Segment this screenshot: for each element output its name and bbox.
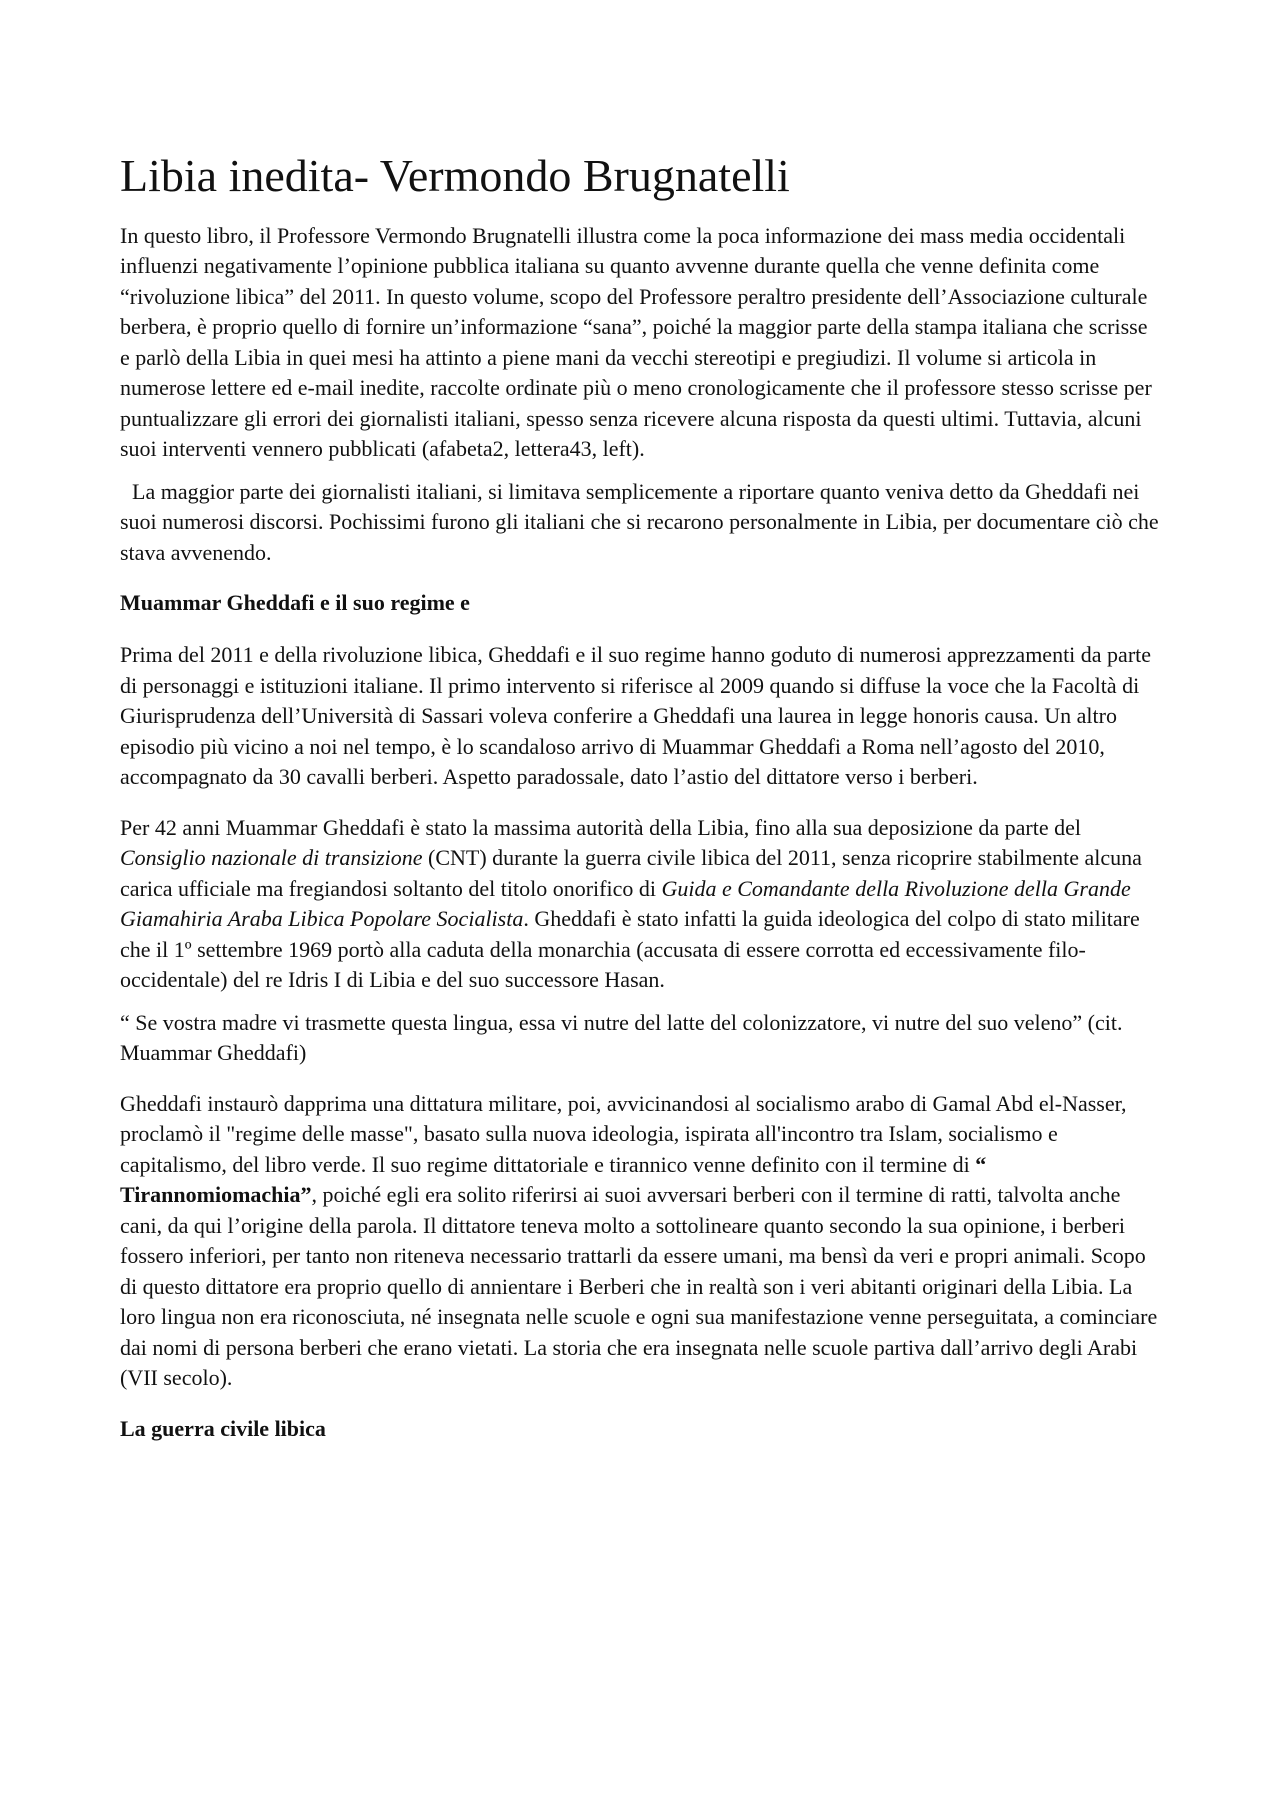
text-segment: (CNT) durante la guerra civile libica del 2011, senza ricoprire stabilmente alcuna carica ufficiale ma fregiandosi soltanto del titolo onorifico di bbox=[120, 845, 1142, 901]
text-segment: . Gheddafi è stato infatti la guida ideologica del colpo di stato militare che il 1º settembre 1969 portò alla caduta della monarchia (accusata di essere corrotta ed eccessivamente filo-occidentale) del re Idris I di Libia e del suo successore Hasan. bbox=[120, 906, 1140, 993]
paragraph-intro: In questo libro, il Professore Vermondo Brugnatelli illustra come la poca informazione dei mass media occidentali influenzi negativamente l’opinione pubblica italiana su quanto avvenne durante quella che venne definita come “rivoluzione libica” del 2011. In questo volume, scopo del Professore peraltro presidente dell’Associazione culturale berbera, è proprio quello di fornire un’informazione “sana”, poiché la maggior parte della stampa italiana che scrisse e parlò della Libia in quei mesi ha attinto a piene mani da vecchi stereotipi e pregiudizi. Il volume si articola in numerose lettere ed e-mail inedite, raccolte ordinate più o meno cronologicamente che il professore stesso scrisse per puntualizzare gli errori dei giornalisti italiani, spesso senza ricevere alcuna risposta da questi ultimi. Tuttavia, alcuni suoi interventi vennero pubblicati (afabeta2, lettera43, left). bbox=[120, 222, 1152, 462]
paragraph-before-2011: Prima del 2011 e della rivoluzione libica, Gheddafi e il suo regime hanno goduto di numerosi apprezzamenti da parte di personaggi e istituzioni italiane. Il primo intervento si riferisce al 2009 quando si diffuse la voce che la Facoltà di Giurisprudenza dell’Università di Sassari voleva conferire a Gheddafi una laurea in legge honoris causa. Un altro episodio più vicino a noi nel tempo, è lo scandaloso arrivo di Muammar Gheddafi a Roma nell’agosto del 2010, accompagnato da 30 cavalli berberi. Aspetto paradossale, dato l’astio del dittatore verso i berberi. bbox=[120, 642, 1152, 790]
italic-title: Guida e Comandante della Rivoluzione della Grande Giamahiria Araba Libica Popolare Socialista bbox=[120, 875, 1131, 932]
quote-gheddafi: “ Se vostra madre vi trasmette questa lingua, essa vi nutre del latte del colonizzatore, vi nutre del suo veleno” (cit. Muammar Gheddafi) bbox=[120, 1009, 1123, 1066]
paragraph-journalists: La maggior parte dei giornalisti italiani, si limitava semplicemente a riportare quanto veniva detto da Gheddafi nei suoi numerosi discorsi. Pochissimi furono gli italiani che si recarono personalmente in Libia, per documentare ciò che stava avvenendo. bbox=[120, 478, 1159, 565]
document-page bbox=[120, 150, 1160, 1466]
text-segment: , poiché egli era solito riferirsi ai suoi avversari berberi con il termine di ratti, talvolta anche cani, da qui l’origine della parola. Il dittatore teneva molto a sottolineare quanto secondo la sua opinione, i berberi fossero inferiori, per tanto non riteneva necessario trattarli da essere umani, ma bensì da veri e propri animali. Scopo di questo dittatore era proprio quello di annientare i Berberi che in realtà son i veri abitanti originari della Libia. La loro lingua non era riconosciuta, né insegnata nelle scuole e ogni sua manifestazione venne perseguitata, a cominciare dai nomi di persona berberi che erano vietati. La storia che era insegnata nelle scuole partiva dall’arrivo degli Arabi (VII secolo). bbox=[120, 1182, 1158, 1391]
bold-term: “ Tirannomiomachia” bbox=[120, 1151, 987, 1208]
document-title: Libia inedita- Vermondo Brugnatelli bbox=[120, 150, 790, 201]
text-segment: Gheddafi instaurò dapprima una dittatura militare, poi, avvicinandosi al socialismo arabo di Gamal Abd el-Nasser, proclamò il "regime delle masse", basato sulla nuova ideologia, ispirata all'incontro tra Islam, socialismo e capitalismo, del libro verde. Il suo regime dittatoriale e tirannico venne definito con il termine di bbox=[120, 1090, 1127, 1177]
section-heading-civil-war: La guerra civile libica bbox=[120, 1415, 326, 1441]
paragraph-42-years bbox=[120, 813, 1160, 996]
paragraph-dictatorship bbox=[120, 1089, 1160, 1394]
section-heading-gheddafi: Muammar Gheddafi e il suo regime e bbox=[120, 590, 470, 616]
italic-cnt: Consiglio nazionale di transizione bbox=[120, 845, 423, 871]
text-segment: Per 42 anni Muammar Gheddafi è stato la massima autorità della Libia, fino alla sua deposizione da parte del bbox=[120, 814, 1081, 840]
